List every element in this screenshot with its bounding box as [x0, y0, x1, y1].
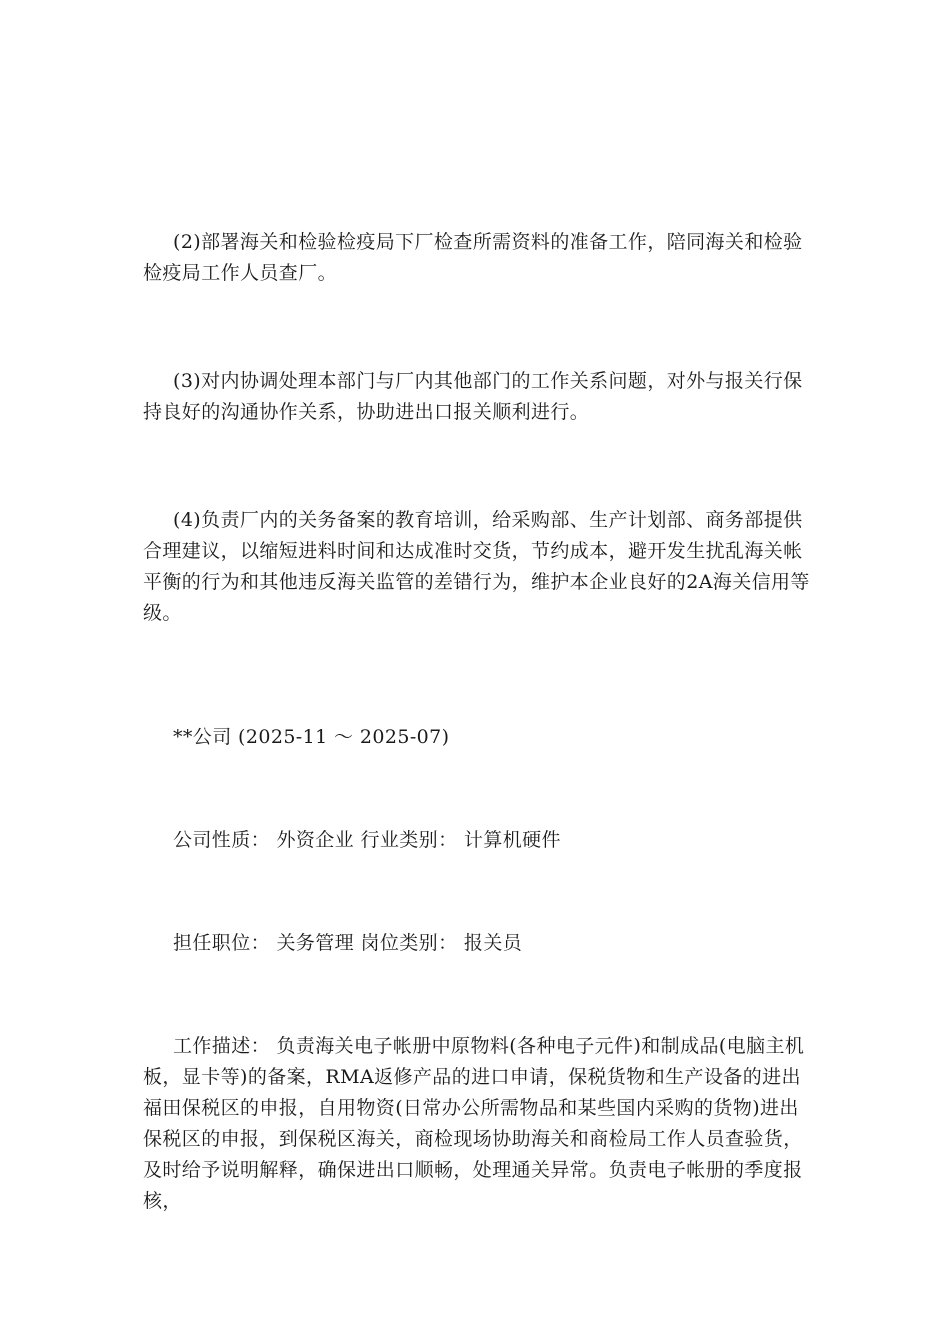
position-category: 担任职位： 关务管理 岗位类别： 报关员	[173, 932, 523, 954]
paragraph-item-2: (2)部署海关和检验检疫局下厂检查所需资料的准备工作，陪同海关和检验检疫局工作人员查厂。	[143, 231, 803, 284]
paragraph-item-4: (4)负责厂内的关务备案的教育培训，给采购部、生产计划部、商务部提供合理建议，以缩短进料时间和达成准时交货，节约成本，避开发生扰乱海关帐平衡的行为和其他违反海关监管的差错行为，维护本企业良好的2A海关信用等级。	[143, 509, 810, 624]
job-description: 工作描述： 负责海关电子帐册中原物料(各种电子元件)和制成品(电脑主机板，显卡等)的备案，RMA返修产品的进口申请，保税货物和生产设备的进出福田保税区的申报，自用物资(日常办公所需物品和某些国内采购的货物)进出保税区的申报，到保税区海关，商检现场协助海关和商检局工作人员查验货，及时给予说明解释，确保进出口顺畅，处理通关异常。负责电子帐册的季度报核，	[143, 1035, 805, 1212]
paragraph-item-3: (3)对内协调处理本部门与厂内其他部门的工作关系问题，对外与报关行保持良好的沟通协作关系，协助进出口报关顺利进行。	[143, 370, 803, 423]
company-period: **公司 (2025-11 ～ 2025-07)	[173, 726, 450, 748]
company-nature-industry: 公司性质： 外资企业 行业类别： 计算机硬件	[173, 829, 561, 851]
